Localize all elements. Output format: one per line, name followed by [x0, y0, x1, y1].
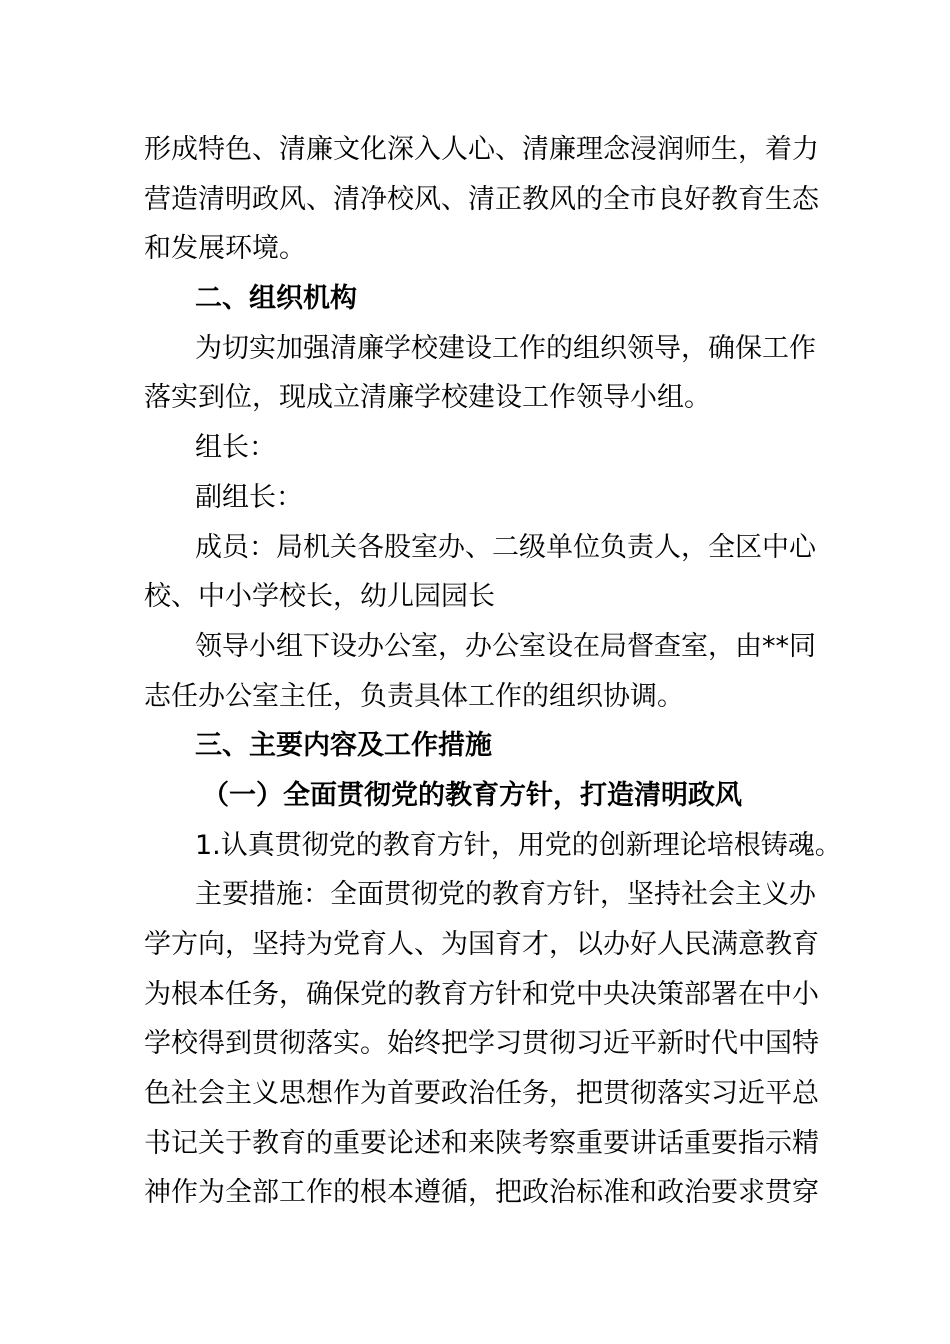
paragraph-line: 为切实加强清廉学校建设工作的组织领导，确保工作	[195, 332, 816, 364]
subsection-heading: （一）全面贯彻党的教育方针，打造清明政风	[202, 779, 742, 811]
paragraph-line: 落实到位，现成立清廉学校建设工作领导小组。	[144, 382, 711, 414]
measures-line: 主要措施：全面贯彻党的教育方针，坚持社会主义办	[195, 879, 816, 911]
document-body	[144, 125, 842, 1218]
paragraph-line: 和发展环境。	[144, 233, 306, 265]
measures-line: 书记关于教育的重要论述和来陕考察重要讲话重要指示精	[144, 1127, 819, 1159]
office-line: 领导小组下设办公室，办公室设在局督查室，由**同	[195, 630, 816, 662]
paragraph-line: 营造清明政风、清净校风、清正教风的全市良好教育生态	[144, 183, 819, 215]
measures-line: 学方向，坚持为党育人、为国育才，以办好人民满意教育	[144, 929, 819, 960]
paragraph-line: 形成特色、清廉文化深入人心、清廉理念浸润师生，着力	[144, 134, 819, 165]
leader-line: 组长：	[195, 432, 276, 464]
deputy-leader-line: 副组长：	[195, 481, 303, 513]
numbered-item: 1.认真贯彻党的教育方针，用党的创新理论培根铸魂。	[195, 829, 842, 861]
office-line: 志任办公室主任，负责具体工作的组织协调。	[144, 680, 684, 712]
measures-line: 神作为全部工作的根本遵循，把政治标准和政治要求贯穿	[144, 1177, 819, 1209]
members-line: 校、中小学校长，幼儿园园长	[144, 581, 495, 613]
section-heading-measures: 三、主要内容及工作措施	[195, 730, 492, 762]
section-heading-organization: 二、组织机构	[195, 283, 357, 315]
members-line: 成员：局机关各股室办、二级单位负责人，全区中心	[195, 531, 816, 563]
measures-line: 学校得到贯彻落实。始终把学习贯彻习近平新时代中国特	[144, 1028, 819, 1060]
measures-line: 为根本任务，确保党的教育方针和党中央决策部署在中小	[144, 978, 819, 1010]
measures-line: 色社会主义思想作为首要政治任务，把贯彻落实习近平总	[144, 1078, 819, 1110]
